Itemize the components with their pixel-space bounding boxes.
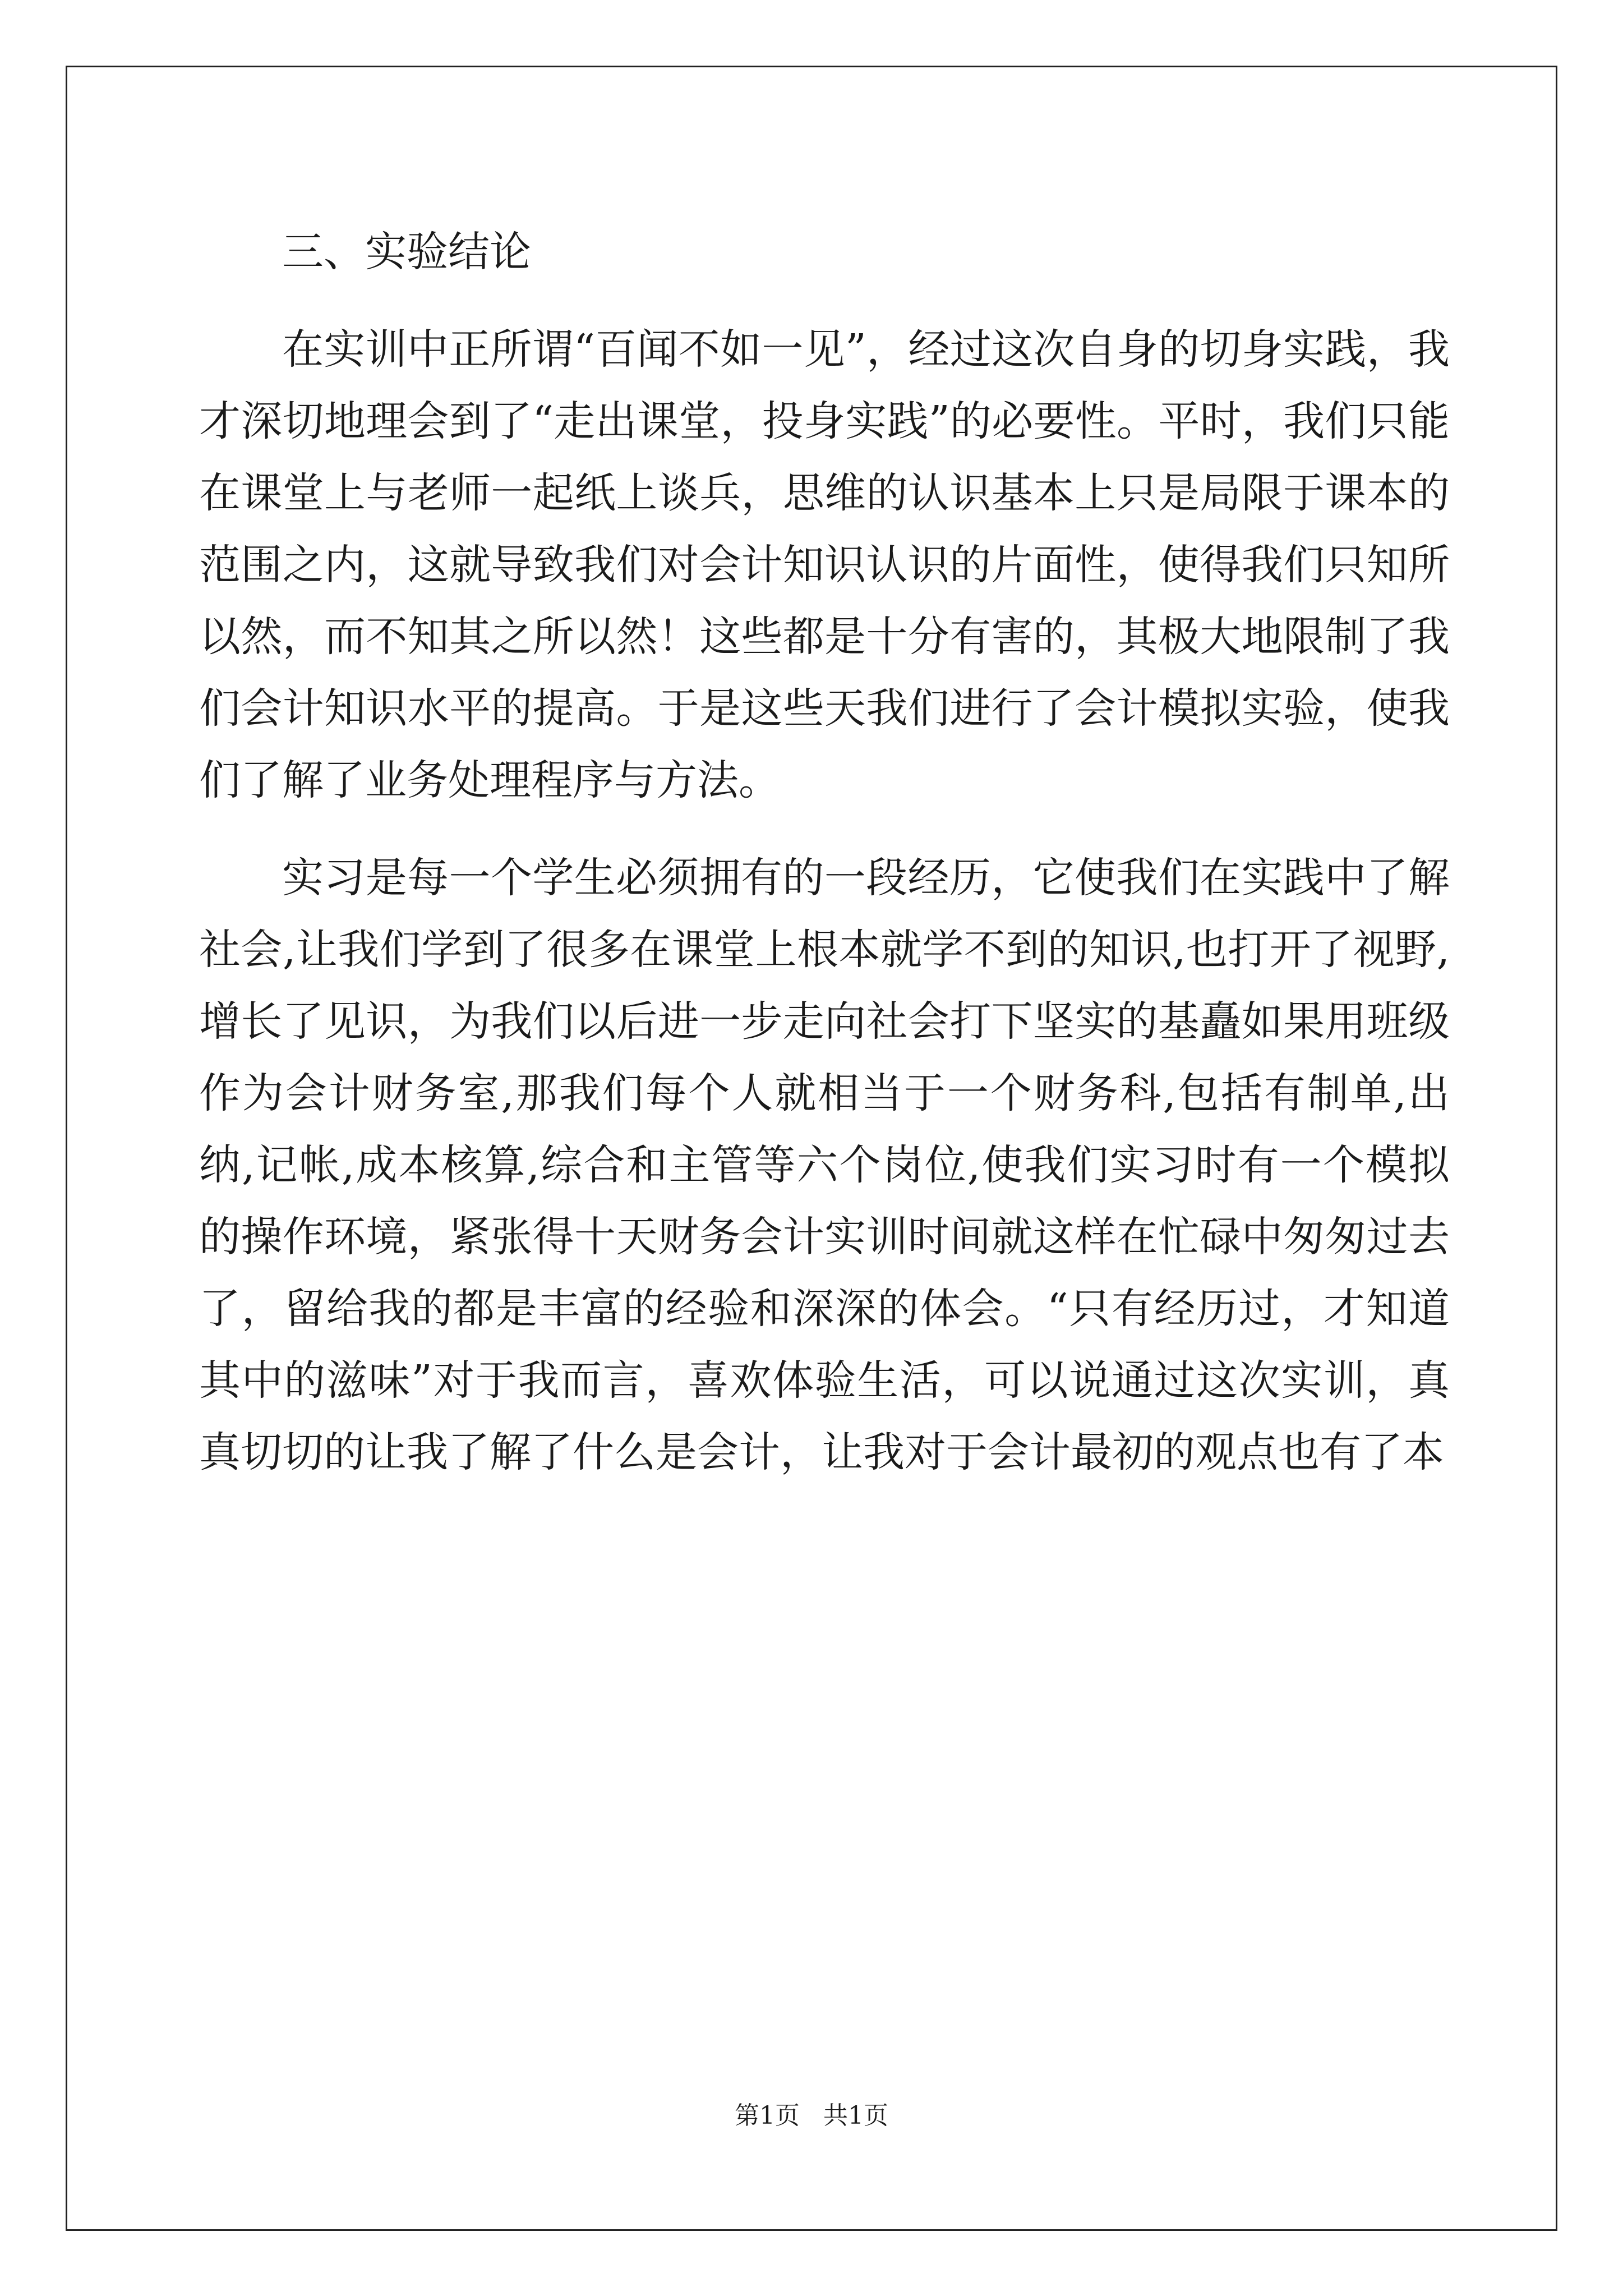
paragraph-2: 实习是每一个学生必须拥有的一段经历，它使我们在实践中了解社会,让我们学到了很多在课堂上根本就学不到的知识,也打开了视野,增长了见识，为我们以后进一步走向社会打下坚实的基矗如果用班级作为会计财务室,那我们每个人就相当于一个财务科,包括有制单,出纳,记帐,成本核算,综合和主管等六个岗位,使我们实习时有一个模拟的操作环境，紧张得十天财务会计实训时间就这样在忙碌中匆匆过去了，留给我的都是丰富的经验和深深的体会。“只有经历过，才知道其中的滋味”对于我而言，喜欢体验生活，可以说通过这次实训，真真切切的让我了解了什么是会计，让我对于会计最初的观点也有了本 xyxy=(199,854,1450,1476)
paragraph-1: 在实训中正所谓“百闻不如一见”，经过这次自身的切身实践，我才深切地理会到了“走出课堂，投身实践”的必要性。平时，我们只能在课堂上与老师一起纸上谈兵，思维的认识基本上只是局限于课本的范围之内，这就导致我们对会计知识认识的片面性，使得我们只知所以然，而不知其之所以然！这些都是十分有害的，其极大地限制了我们会计知识水平的提高。于是这些天我们进行了会计模拟实验，使我们了解了业务处理程序与方法。 xyxy=(199,325,1450,804)
document-body xyxy=(199,216,1450,1514)
section-heading: 三、实验结论 xyxy=(282,228,531,276)
page-footer: 第1页 共1页 xyxy=(735,2101,888,2130)
